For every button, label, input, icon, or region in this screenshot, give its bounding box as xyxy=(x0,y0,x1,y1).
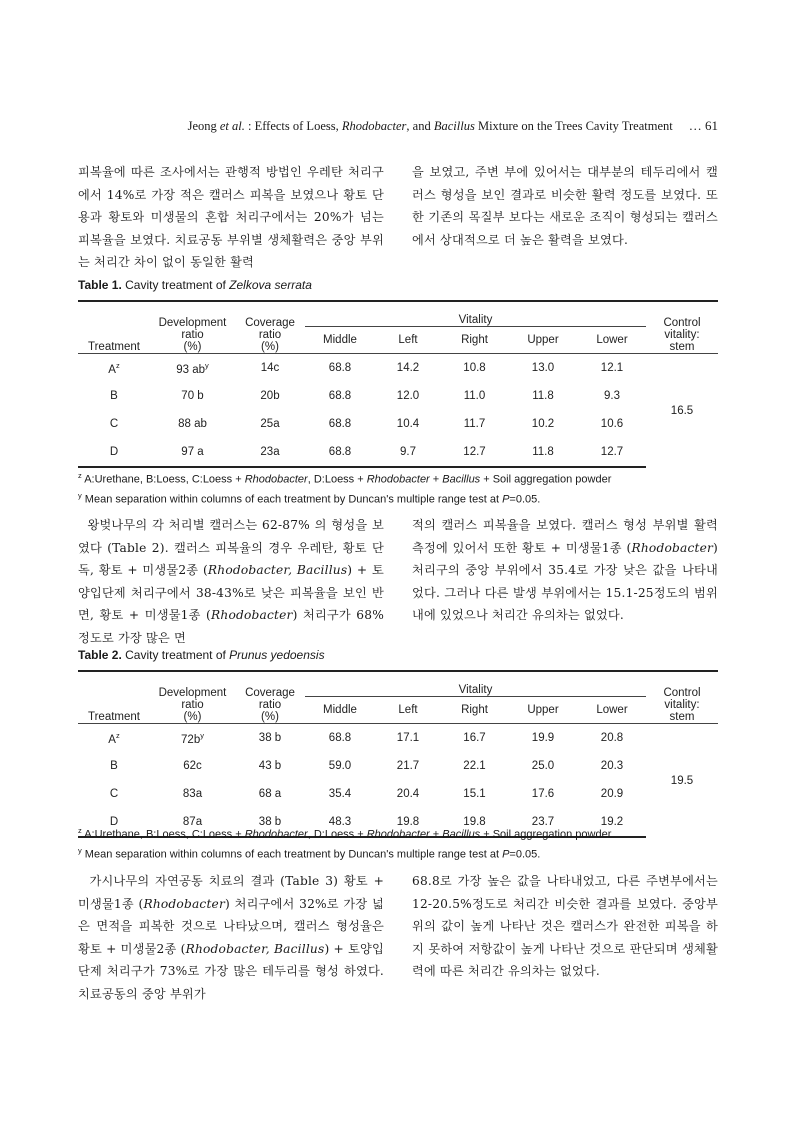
table-1 xyxy=(78,300,718,468)
cell-right: 11.0 xyxy=(463,390,486,402)
cell-lower: 10.6 xyxy=(600,418,624,430)
cell-upper: 11.8 xyxy=(508,438,578,467)
col-header-vitality: Vitality xyxy=(305,301,646,327)
col-header-vitality: Vitality xyxy=(305,671,646,697)
cell-coverage: 38 b xyxy=(235,724,305,753)
cell-coverage: 25a xyxy=(260,418,280,430)
col-header-control: Control vitality: stem xyxy=(646,301,718,354)
cell-left: 19.8 xyxy=(375,808,441,837)
col-header-lower: Lower xyxy=(596,334,628,346)
cell-treatment: $A^z$ xyxy=(78,724,150,753)
col-header-coverage: Coverage ratio (%) xyxy=(235,301,305,354)
table-2-caption xyxy=(78,648,325,662)
cell-middle: 68.8 xyxy=(305,438,375,467)
table-row xyxy=(78,724,718,753)
col-header-middle: Middle xyxy=(323,334,357,346)
col-header-development: Development ratio (%) xyxy=(150,301,235,354)
cell-lower: 20.3 xyxy=(600,760,624,772)
cell-right: 19.8 xyxy=(441,808,508,837)
cell-middle: 68.8 xyxy=(328,418,352,430)
cell-right: 11.7 xyxy=(463,418,486,430)
col-header-upper: Upper xyxy=(527,334,559,346)
table-2-label: Table 2. xyxy=(78,648,122,662)
cell-lower: 19.2 xyxy=(578,808,646,837)
cell-upper: 13.0 xyxy=(508,354,578,383)
cell-right: 22.1 xyxy=(463,760,486,772)
cell-right: 10.8 xyxy=(441,354,508,383)
cell-lower: 20.8 xyxy=(578,724,646,753)
col-header-treatment: Treatment xyxy=(78,301,150,354)
cell-coverage: 68 a xyxy=(258,788,282,800)
table-row xyxy=(78,382,718,410)
table-1-label: Table 1. xyxy=(78,278,122,292)
cell-left: 17.1 xyxy=(375,724,441,753)
table-1-caption xyxy=(78,278,312,292)
cell-middle: 68.8 xyxy=(305,354,375,383)
cell-development: 97 a xyxy=(150,438,235,467)
paragraph-3-left: 가시나무의 자연공동 치료의 결과 (Table 3) 황토 + 미생물1종 (Rhodobacter) 처리구에서 32%로 가장 넓은 면적을 피복한 것으로 나타났으며, 캘러스 형성율은 황토 + 미생물2종 (Rhodobacter, Bacillus) + 토양입단제 처리구가 73%로 가장 많은 테두리를 형성 하였다. 치료공동의 중앙 부위가 xyxy=(78,874,384,1001)
col-header-middle: Middle xyxy=(323,704,357,716)
cell-lower: 12.1 xyxy=(578,354,646,383)
paragraph-2-right: 적의 캘러스 피복율을 보였다. 캘러스 형성 부위별 활력측정에 있어서 또한 황토 + 미생물1종 (Rhodobacter) 처리구의 중앙 부위에서 35.4로 가장 낮은 값을 나타내었다. 그러나 다른 발생 부위에서는 15.1-25정도의 범위 내에 있었으나 처리간 유의차는 없었다. xyxy=(412,518,718,622)
table-row xyxy=(78,752,718,780)
table-1-species: Zelkova serrata xyxy=(229,278,312,292)
cell-control: 16.5 xyxy=(646,354,718,468)
cell-upper: 10.2 xyxy=(531,418,555,430)
cell-upper: 25.0 xyxy=(531,760,555,772)
paragraph-2-left: 왕벚나무의 각 처리별 캘러스는 62-87% 의 형성을 보였다 (Table 2). 캘러스 피복율의 경우 우레탄, 황토 단독, 황토 + 미생물2종 (Rhodobacter, Bacillus) + 토양입단제 처리구에서 38-43%로 낮은 피복율을 보인 반면, 황토 + 미생물1종 (Rhodobacter) 처리구가 68% 정도로 가장 많은 면 xyxy=(78,518,384,645)
cell-middle: 68.8 xyxy=(305,724,375,753)
col-header-coverage: Coverage ratio (%) xyxy=(235,671,305,724)
col-header-treatment: Treatment xyxy=(78,671,150,724)
col-header-left: Left xyxy=(398,704,418,716)
cell-development: $72b^y$ xyxy=(150,724,235,753)
cell-lower: 12.7 xyxy=(578,438,646,467)
cell-coverage: 38 b xyxy=(235,808,305,837)
cell-treatment: D xyxy=(78,438,150,467)
cell-development: 83a xyxy=(182,788,203,800)
col-header-upper: Upper xyxy=(527,704,559,716)
cell-middle: 68.8 xyxy=(328,390,352,402)
table-1-footnote-z: $^z$ A:Urethane, B:Loess, C:Loess + Rhodobacter, D:Loess + Rhodobacter + Bacillus + Soil aggregation powder xyxy=(78,471,612,486)
cell-development: 62c xyxy=(183,760,202,772)
cell-development: 88 ab xyxy=(178,418,207,430)
cell-upper: 19.9 xyxy=(508,724,578,753)
cell-development: 93 $ab^y$ xyxy=(150,354,235,383)
cell-development: 87a xyxy=(150,808,235,837)
cell-upper: 11.8 xyxy=(532,390,554,402)
cell-development: 70 b xyxy=(181,390,204,402)
paragraph-block-2 xyxy=(78,514,718,649)
col-header-lower: Lower xyxy=(596,704,628,716)
col-header-right: Right xyxy=(461,704,488,716)
col-header-development: Development ratio (%) xyxy=(150,671,235,724)
cell-coverage: 23a xyxy=(235,438,305,467)
table-row xyxy=(78,354,718,383)
table-2-title: Cavity treatment of xyxy=(121,648,230,662)
table-2-footnote-z: $^z$ A:Urethane, B:Loess, C:Loess + Rhodobacter, D:Loess + Rhodobacter + Bacillus + Soil aggregation powder xyxy=(78,826,612,841)
cell-treatment: C xyxy=(109,418,119,430)
table-1-footnotes xyxy=(78,468,611,507)
table-2-species: Prunus yedoensis xyxy=(229,648,325,662)
cell-middle: 35.4 xyxy=(328,788,352,800)
paragraph-1-right: 을 보였고, 주변 부에 있어서는 대부분의 테두리에서 캘러스 형성을 보인 결과로 비슷한 활력 정도를 보였다. 또한 기존의 목질부 보다는 새로운 조직이 형성되는 캘러스에서 상대적으로 더 높은 활력을 보였다. xyxy=(412,165,718,247)
table-2-footnotes xyxy=(78,823,611,862)
cell-left: 9.7 xyxy=(375,438,441,467)
cell-lower: 9.3 xyxy=(604,390,620,402)
cell-left: 12.0 xyxy=(396,390,420,402)
cell-middle: 48.3 xyxy=(305,808,375,837)
cell-right: 12.7 xyxy=(441,438,508,467)
cell-treatment: D xyxy=(78,808,150,837)
cell-middle: 59.0 xyxy=(328,760,352,772)
cell-left: 21.7 xyxy=(396,760,420,772)
cell-treatment: $A^z$ xyxy=(78,354,150,383)
cell-treatment: B xyxy=(110,390,118,402)
table-2-footnote-y: $^y$ Mean separation within columns of each treatment by Duncan's multiple range test at P=0.05. xyxy=(78,845,541,861)
cell-upper: 17.6 xyxy=(531,788,555,800)
cell-left: 14.2 xyxy=(375,354,441,383)
running-header xyxy=(60,118,718,134)
cell-upper: 23.7 xyxy=(508,808,578,837)
paragraph-3-right: 68.8로 가장 높은 값을 나타내었고, 다른 주변부에서는 12-20.5%정도로 처리간 비슷한 결과를 보였다. 중앙부위의 값이 높게 나타난 것은 캘러스가 완전한 피복을 하지 못하여 저항값이 높게 나타난 것으로 판단되며 생체활력에 따른 처리간 유의차는 없었다. xyxy=(412,874,718,978)
paragraph-block-1 xyxy=(78,161,718,274)
cell-coverage: 43 b xyxy=(258,760,282,772)
paragraph-1-left: 피복율에 따른 조사에서는 관행적 방법인 우레탄 처리구에서 14%로 가장 적은 캘러스 피복을 보였으나 황토 단용과 황토와 미생물의 혼합 처리구에서는 20%가 넘는 피복율을 보였다. 치료공동 부위별 생체활력은 중앙 부위는 처리간 차이 없이 동일한 활력 xyxy=(78,165,384,269)
page-number: … 61 xyxy=(688,118,718,133)
paragraph-block-3 xyxy=(78,870,718,1005)
cell-left: 10.4 xyxy=(396,418,420,430)
cell-left: 20.4 xyxy=(396,788,420,800)
table-1-title: Cavity treatment of xyxy=(121,278,230,292)
cell-treatment: C xyxy=(109,788,119,800)
table-2 xyxy=(78,670,718,838)
cell-control: 19.5 xyxy=(646,724,718,838)
table-row xyxy=(78,780,718,808)
table-1-footnote-y: $^y$ Mean separation within columns of each treatment by Duncan's multiple range test at P=0.05. xyxy=(78,490,541,506)
col-header-control: Control vitality: stem xyxy=(646,671,718,724)
table-row xyxy=(78,410,718,438)
cell-coverage: 20b xyxy=(260,390,280,402)
cell-lower: 20.9 xyxy=(600,788,624,800)
cell-coverage: 14c xyxy=(235,354,305,383)
running-title: Jeong et al. : Effects of Loess, Rhodobacter, and Bacillus Mixture on the Trees Cavity Treatment xyxy=(187,119,673,133)
cell-right: 16.7 xyxy=(441,724,508,753)
table-row xyxy=(78,438,718,467)
cell-right: 15.1 xyxy=(463,788,486,800)
cell-treatment: B xyxy=(110,760,118,772)
col-header-left: Left xyxy=(398,334,418,346)
col-header-right: Right xyxy=(461,334,488,346)
